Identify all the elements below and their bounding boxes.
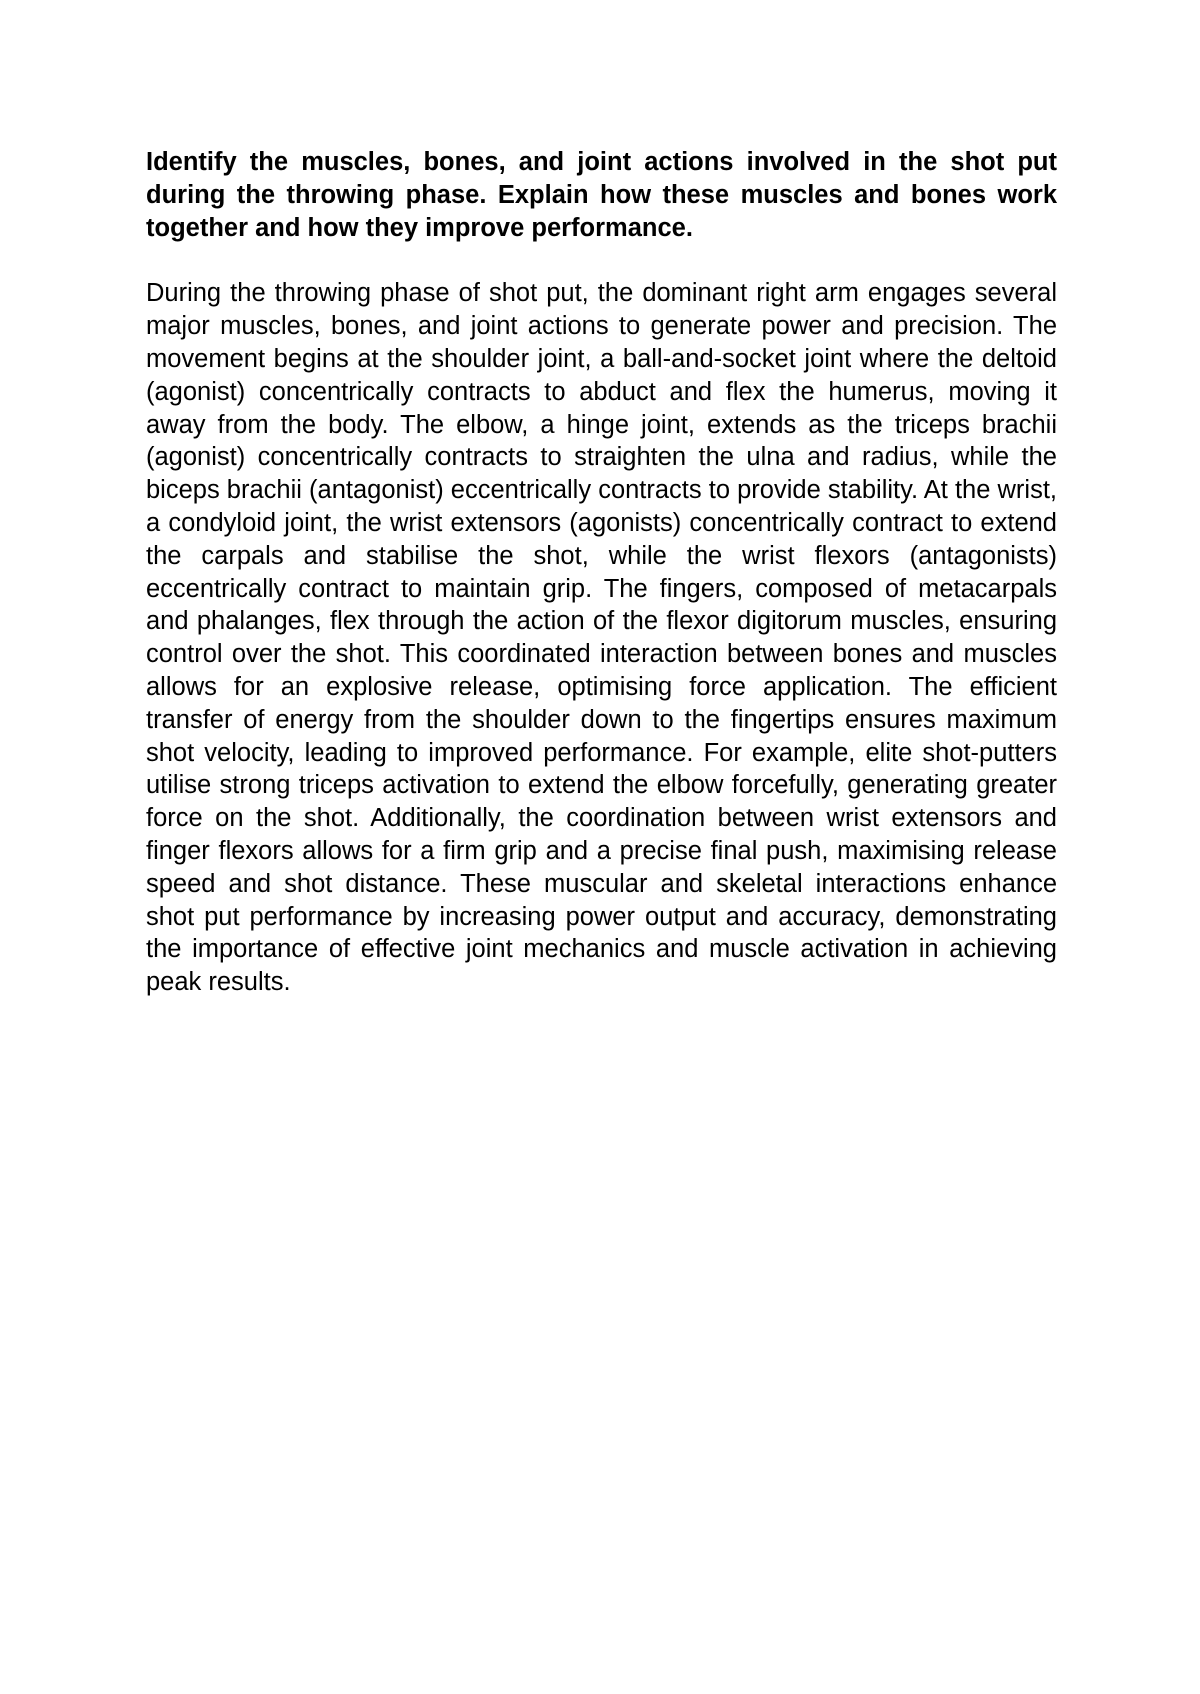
question-heading: Identify the muscles, bones, and joint actions involved in the shot put during the throwing phase. Explain how these muscles and bones work together and how they improve performance.: [146, 148, 1057, 242]
answer-paragraph: During the throwing phase of shot put, the dominant right arm engages several major muscles, bones, and joint actions to generate power and precision. The movement begins at the shoulder joint, a ball-and-socket joint where the deltoid (agonist) concentrically contracts to abduct and flex the humerus, moving it away from the body. The elbow, a hinge joint, extends as the triceps brachii (agonist) concentrically contracts to straighten the ulna and radius, while the biceps brachii (antagonist) eccentrically contracts to provide stability. At the wrist, a condyloid joint, the wrist extensors (agonists) concentrically contract to extend the carpals and stabilise the shot, while the wrist flexors (antagonists) eccentrically contract to maintain grip. The fingers, composed of metacarpals and phalanges, flex through the action of the flexor digitorum muscles, ensuring control over the shot. This coordinated interaction between bones and muscles allows for an explosive release, optimising force application. The efficient transfer of energy from the shoulder down to the fingertips ensures maximum shot velocity, leading to improved performance. For example, elite shot-putters utilise strong triceps activation to extend the elbow forcefully, generating greater force on the shot. Additionally, the coordination between wrist extensors and finger flexors allows for a firm grip and a precise final push, maximising release speed and shot distance. These muscular and skeletal interactions enhance shot put performance by increasing power output and accuracy, demonstrating the importance of effective joint mechanics and muscle activation in achieving peak results.: [146, 279, 1057, 997]
document-body: [146, 146, 1057, 999]
